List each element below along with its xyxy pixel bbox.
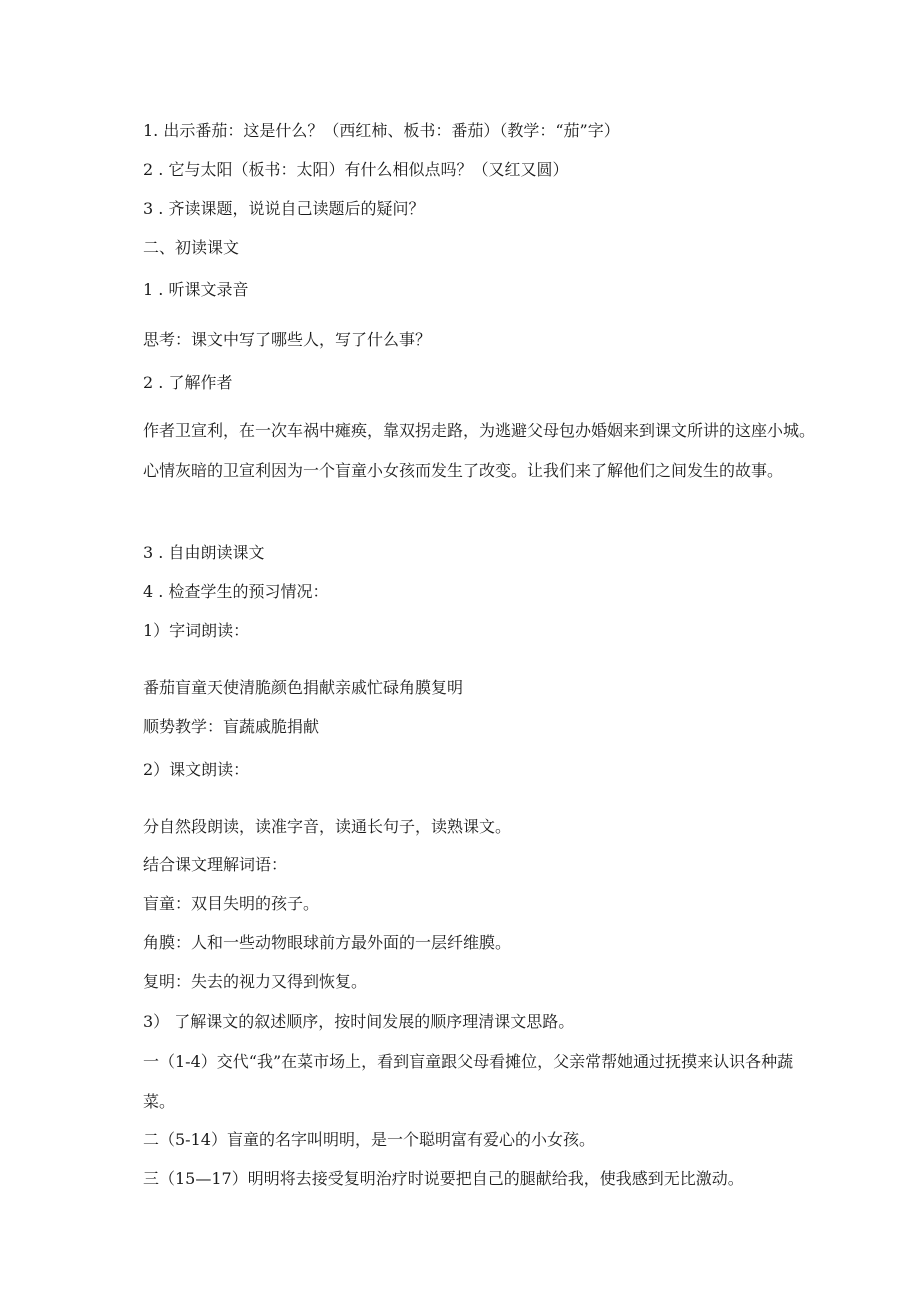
step-listen-recording: 1 . 听课文录音 [143, 280, 249, 299]
definition-cornea: 角膜：人和一些动物眼球前方最外面的一层纤维膜。 [143, 933, 512, 952]
part-one-paragraph: 一（1-4）交代“我”在菜市场上，看到盲童跟父母看摊位，父亲常帮她通过抚摸来认识各种蔬菜。 [143, 1052, 794, 1111]
vocabulary-list: 番茄盲童天使清脆颜色捐献亲戚忙碌角膜复明 [143, 678, 464, 697]
part-three-summary: 三（15—17）明明将去接受复明治疗时说要把自己的腿献给我，使我感到无比激动。 [143, 1169, 744, 1188]
section-heading-first-reading: 二、初读课文 [143, 238, 240, 257]
part-two-summary: 二（5-14）盲童的名字叫明明，是一个聪明富有爱心的小女孩。 [143, 1130, 595, 1149]
definition-blind-child: 盲童：双目失明的孩子。 [143, 894, 320, 913]
subitem-word-reading: 1）字词朗读： [143, 621, 250, 640]
step-show-tomato: 1. 出示番茄：这是什么？（西红柿、板书：番茄）（教学：“茄”字） [143, 121, 620, 140]
subitem-text-reading: 2）课文朗读： [143, 760, 250, 779]
step-know-author: 2 . 了解作者 [143, 373, 233, 392]
author-paragraph: 作者卫宣利，在一次车祸中瘫痪，靠双拐走路，为逃避父母包办婚姻来到课文所讲的这座小城。心情灰暗的卫宣利因为一个盲童小女孩而发生了改变。让我们来了解他们之间发生的故事。 [143, 421, 816, 480]
step-check-preview: 4 . 检查学生的预习情况： [143, 582, 329, 601]
subitem-narrative-order: 3） 了解课文的叙述顺序，按时间发展的顺序理清课文思路。 [143, 1012, 575, 1031]
definition-regain-sight: 复明：失去的视力又得到恢复。 [143, 972, 368, 991]
reading-instructions: 分自然段朗读，读准字音，读通长句子，读熟课文。 [143, 817, 512, 836]
step-compare-sun: 2 . 它与太阳（板书：太阳）有什么相似点吗？（又红又圆） [143, 160, 569, 179]
think-question: 思考：课文中写了哪些人，写了什么事？ [143, 330, 432, 349]
guided-teaching: 顺势教学：盲蔬戚脆捐献 [143, 717, 320, 736]
understand-words-heading: 结合课文理解词语： [143, 855, 288, 874]
step-read-title: 3 . 齐读课题，说说自己读题后的疑问？ [143, 199, 425, 218]
step-free-reading: 3 . 自由朗读课文 [143, 543, 265, 562]
